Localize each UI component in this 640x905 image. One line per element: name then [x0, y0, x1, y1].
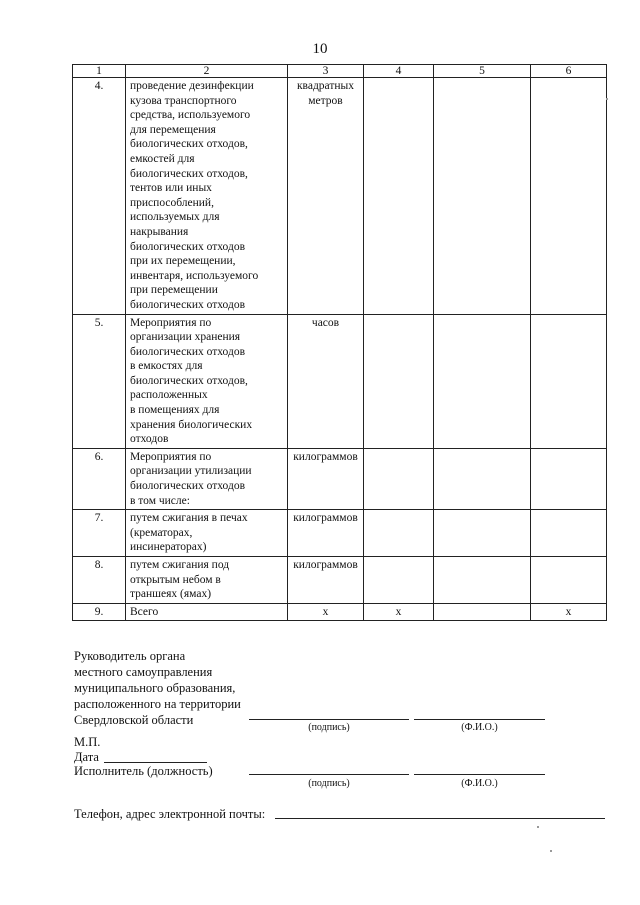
description-line: отходов — [130, 433, 169, 446]
value-cell-5 — [434, 510, 531, 557]
executor-signature-caption: (подпись) — [308, 778, 350, 789]
head-name-line[interactable] — [414, 719, 545, 720]
description-line: биологических отходов — [130, 298, 245, 311]
stamp-place-label: М.П. — [74, 735, 101, 749]
unit-cell — [288, 510, 364, 557]
row-number-cell: 7. — [73, 510, 126, 557]
executor-name-caption: (Ф.И.О.) — [461, 778, 498, 789]
description-line: организации хранения — [130, 331, 241, 344]
description-line: кузова транспортного — [130, 94, 237, 107]
unit-cell — [288, 78, 364, 315]
value-cell-6 — [531, 314, 607, 448]
table-row — [73, 78, 607, 315]
row-number-cell: 5. — [73, 314, 126, 448]
column-header-6: 6 — [531, 65, 607, 78]
description-line: средства, используемого — [130, 109, 251, 122]
description-line: биологических отходов, — [130, 167, 248, 180]
description-line: тентов или иных — [130, 182, 212, 195]
description-line: Мероприятия по — [130, 450, 212, 463]
executor-signature-line[interactable] — [249, 774, 409, 775]
description-line: накрывания — [130, 225, 189, 238]
head-title-block — [74, 648, 241, 728]
description-line: проведение дезинфекции — [130, 80, 254, 92]
description-cell — [126, 603, 288, 621]
value-cell-5 — [434, 603, 531, 621]
page-number: 10 — [312, 41, 328, 57]
description-line: приспособлений, — [130, 196, 214, 209]
contact-label: Телефон, адрес электронной почты: — [74, 807, 266, 821]
column-header-2: 2 — [126, 65, 288, 78]
description-line: (крематорах, — [130, 526, 193, 539]
contact-line[interactable] — [275, 818, 605, 819]
row-number-cell: 9. — [73, 603, 126, 621]
description-line: биологических отходов — [130, 240, 245, 253]
value-cell-6 — [531, 557, 607, 604]
row-number-cell: 8. — [73, 557, 126, 604]
description-line: Мероприятия по — [130, 316, 212, 329]
description-cell — [126, 448, 288, 509]
value-cell-4 — [364, 78, 434, 315]
description-line: в том числе: — [130, 494, 190, 507]
description-line: инвентаря, используемого — [130, 269, 259, 282]
unit-line: метров — [308, 94, 343, 107]
value-cell-4 — [364, 448, 434, 509]
description-line: путем сжигания под — [130, 559, 230, 571]
value-cell-5 — [434, 448, 531, 509]
head-title-line: Руководитель органа — [74, 649, 186, 663]
description-line: емкостей для — [130, 152, 195, 165]
value-cell-4 — [364, 510, 434, 557]
unit-line: килограммов — [293, 450, 358, 463]
description-cell — [126, 510, 288, 557]
description-cell — [126, 557, 288, 604]
unit-line: часов — [311, 316, 340, 329]
unit-cell — [288, 603, 364, 621]
column-header-1: 1 — [73, 65, 126, 78]
table-row — [73, 510, 607, 557]
description-line: организации утилизации — [130, 465, 252, 478]
description-line: биологических отходов, — [130, 138, 248, 151]
description-line: в емкостях для — [130, 360, 203, 373]
column-header-4: 4 — [364, 65, 434, 78]
row-number-cell: 4. — [73, 78, 126, 315]
table-row — [73, 557, 607, 604]
report-table-body — [73, 65, 607, 621]
description-line: открытым небом в — [130, 573, 221, 586]
value-cell-5 — [434, 78, 531, 315]
executor-name-line[interactable] — [414, 774, 545, 775]
unit-line: килограммов — [293, 512, 358, 525]
description-line: биологических отходов — [130, 480, 245, 493]
head-name-caption: (Ф.И.О.) — [461, 722, 498, 733]
value-cell-4: x — [364, 603, 434, 621]
description-cell — [126, 314, 288, 448]
value-cell-5 — [434, 557, 531, 604]
value-cell-6 — [531, 78, 607, 315]
unit-cell — [288, 448, 364, 509]
table-row — [73, 314, 607, 448]
date-label: Дата — [74, 750, 99, 764]
column-header-3: 3 — [288, 65, 364, 78]
description-line: в помещениях для — [130, 404, 220, 417]
table-row — [73, 603, 607, 621]
description-cell — [126, 78, 288, 315]
description-line: биологических отходов — [130, 345, 245, 358]
head-title-line: муниципального образования, — [74, 681, 236, 695]
unit-cell — [288, 314, 364, 448]
scan-speck — [537, 826, 539, 828]
scan-speck — [550, 850, 552, 852]
description-line: расположенных — [130, 389, 208, 402]
head-title-line: местного самоуправления — [74, 665, 213, 679]
description-line: инсинераторах) — [130, 541, 207, 554]
scan-speck — [606, 98, 608, 100]
report-table — [72, 64, 607, 621]
value-cell-6: x — [531, 603, 607, 621]
table-row — [73, 448, 607, 509]
description-line: при перемещении — [130, 284, 218, 297]
unit-cell — [288, 557, 364, 604]
value-cell-6 — [531, 510, 607, 557]
column-header-5: 5 — [434, 65, 531, 78]
description-line: для перемещения — [130, 123, 216, 136]
description-line: путем сжигания в печах — [130, 512, 248, 525]
head-title-line: Свердловской области — [74, 713, 194, 727]
value-cell-5 — [434, 314, 531, 448]
description-line: Всего — [130, 605, 159, 618]
table-header-row — [73, 65, 607, 78]
value-cell-4 — [364, 557, 434, 604]
unit-line: x — [322, 605, 329, 618]
head-title-line: расположенного на территории — [74, 697, 241, 711]
head-signature-line[interactable] — [249, 719, 409, 720]
value-cell-4 — [364, 314, 434, 448]
description-line: хранения биологических — [130, 418, 253, 431]
description-line: при их перемещении, — [130, 255, 236, 268]
description-line: траншеях (ямах) — [130, 588, 212, 601]
row-number-cell: 6. — [73, 448, 126, 509]
executor-label: Исполнитель (должность) — [74, 764, 213, 778]
unit-line: квадратных — [296, 80, 355, 92]
description-line: биологических отходов, — [130, 374, 248, 387]
description-line: используемых для — [130, 211, 220, 224]
value-cell-6 — [531, 448, 607, 509]
unit-line: килограммов — [293, 559, 358, 571]
head-signature-caption: (подпись) — [308, 722, 350, 733]
